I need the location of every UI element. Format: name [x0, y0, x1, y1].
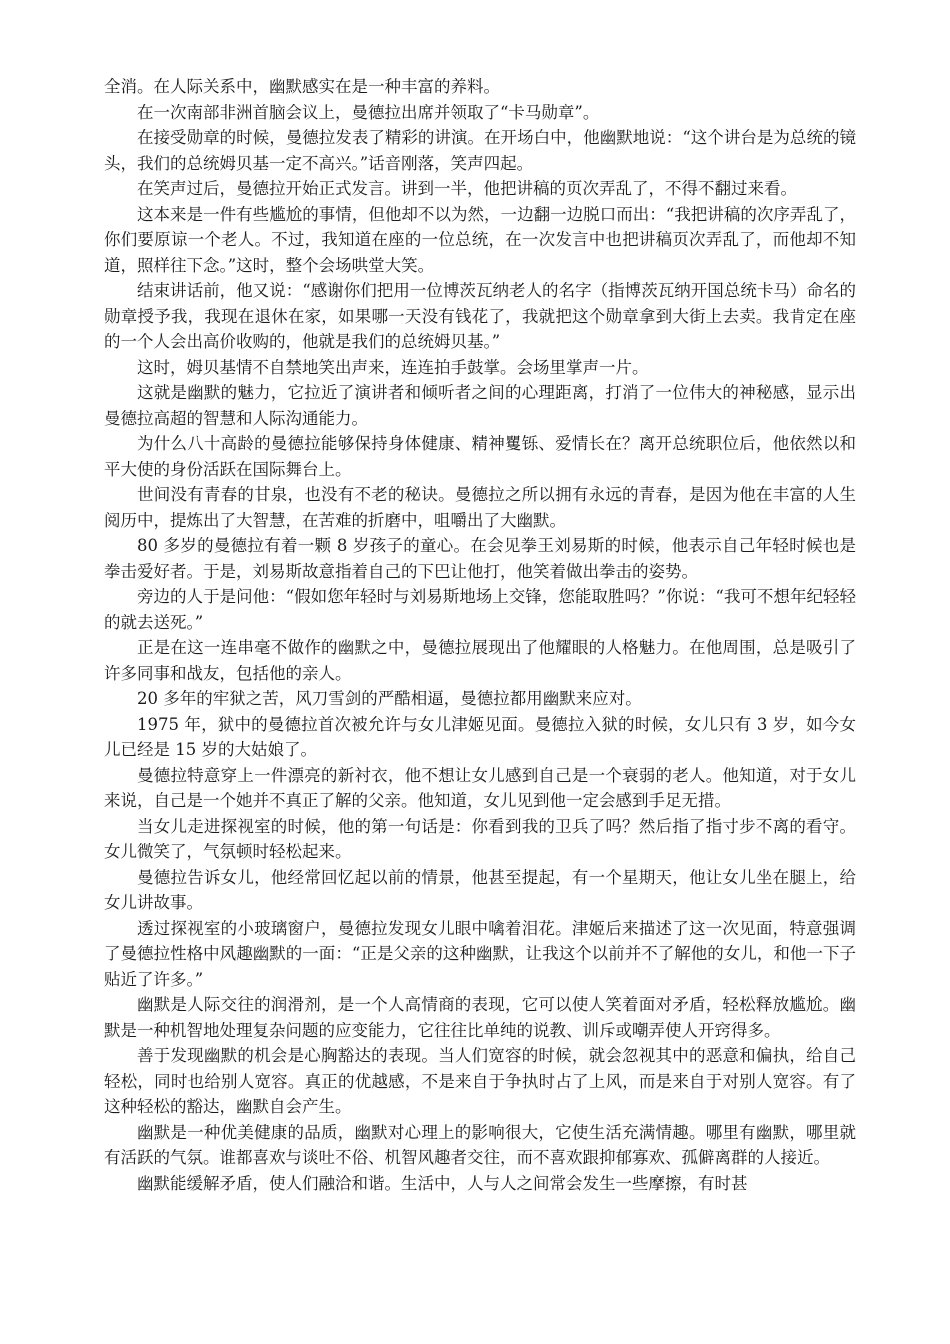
- paragraph: 幽默是一种优美健康的品质，幽默对心理上的影响很大，它使生活充满情趣。哪里有幽默，哪里就有活跃的气氛。谁都喜欢与谈吐不俗、机智风趣者交往，而不喜欢跟抑郁寡欢、孤僻离群的人接近。: [104, 1122, 856, 1167]
- paragraph: 结束讲话前，他又说：“感谢你们把用一位博茨瓦纳老人的名字（指博茨瓦纳开国总统卡马）命名的勋章授予我，我现在退休在家，如果哪一天没有钱花了，我就把这个勋章拿到大街上去卖。我肯定在座的一个人会出高价收购的，他就是我们的总统姆贝基。”: [104, 281, 856, 351]
- paragraph: 这就是幽默的魅力，它拉近了演讲者和倾听者之间的心理距离，打消了一位伟大的神秘感，显示出曼德拉高超的智慧和人际沟通能力。: [104, 383, 856, 428]
- paragraph: 幽默是人际交往的润滑剂，是一个人高情商的表现，它可以使人笑着面对矛盾，轻松释放尴尬。幽默是一种机智地处理复杂问题的应变能力，它往往比单纯的说教、训斥或嘲弄使人开窍得多。: [104, 995, 856, 1040]
- paragraph: 1975 年，狱中的曼德拉首次被允许与女儿津姬见面。曼德拉入狱的时候，女儿只有 3 岁，如今女儿已经是 15 岁的大姑娘了。: [104, 714, 856, 759]
- paragraph: 20 多年的牢狱之苦，风刀雪剑的严酷相逼，曼德拉都用幽默来应对。: [137, 689, 642, 708]
- paragraph: 善于发现幽默的机会是心胸豁达的表现。当人们宽容的时候，就会忽视其中的恶意和偏执，给自己轻松，同时也给别人宽容。真正的优越感，不是来自于争执时占了上风，而是来自于对别人宽容。有了这种轻松的豁达，幽默自会产生。: [104, 1046, 856, 1116]
- paragraph: 透过探视室的小玻璃窗户，曼德拉发现女儿眼中噙着泪花。津姬后来描述了这一次见面，特意强调了曼德拉性格中风趣幽默的一面：“正是父亲的这种幽默，让我这个以前并不了解他的女儿，和他一下子贴近了许多。”: [104, 918, 856, 989]
- paragraph: 在接受勋章的时候，曼德拉发表了精彩的讲演。在开场白中，他幽默地说：“这个讲台是为总统的镜头，我们的总统姆贝基一定不高兴。”话音刚落，笑声四起。: [104, 128, 856, 173]
- paragraph: 这时，姆贝基情不自禁地笑出声来，连连拍手鼓掌。会场里掌声一片。: [137, 357, 649, 377]
- paragraph: 在一次南部非洲首脑会议上，曼德拉出席并领取了“卡马勋章”。: [137, 102, 600, 122]
- paragraph: 在笑声过后，曼德拉开始正式发言。讲到一半，他把讲稿的页次弄乱了，不得不翻过来看。: [137, 179, 797, 198]
- paragraph: 80 多岁的曼德拉有着一颗 8 岁孩子的童心。在会见拳王刘易斯的时候，他表示自己年轻时候也是拳击爱好者。于是，刘易斯故意指着自己的下巴让他打，他笑着做出拳击的姿势。: [104, 536, 856, 581]
- paragraph: 世间没有青春的甘泉，也没有不老的秘诀。曼德拉之所以拥有永远的青春，是因为他在丰富的人生阅历中，提炼出了大智慧，在苦难的折磨中，咀嚼出了大幽默。: [104, 485, 856, 530]
- paragraph: 旁边的人于是问他：“假如您年轻时与刘易斯地场上交锋，您能取胜吗？”你说：“我可不想年纪轻轻的就去送死。”: [104, 587, 856, 632]
- document-page: [104, 74, 856, 1196]
- paragraph: 这本来是一件有些尴尬的事情，但他却不以为然，一边翻一边脱口而出：“我把讲稿的次序弄乱了，你们要原谅一个老人。不过，我知道在座的一位总统，在一次发言中也把讲稿页次弄乱了，而他却不知道，照样往下念。”这时，整个会场哄堂大笑。: [104, 204, 856, 275]
- paragraph: 为什么八十高龄的曼德拉能够保持身体健康、精神矍铄、爱情长在？离开总统职位后，他依然以和平大使的身份活跃在国际舞台上。: [104, 434, 856, 479]
- paragraph: 正是在这一连串毫不做作的幽默之中，曼德拉展现出了他耀眼的人格魅力。在他周围，总是吸引了许多同事和战友，包括他的亲人。: [104, 638, 856, 683]
- paragraph: 全消。在人际关系中，幽默感实在是一种丰富的养料。: [104, 77, 500, 96]
- paragraph: 幽默能缓解矛盾，使人们融洽和谐。生活中，人与人之间常会发生一些摩擦，有时甚: [137, 1173, 748, 1193]
- paragraph: 曼德拉特意穿上一件漂亮的新衬衣，他不想让女儿感到自己是一个衰弱的老人。他知道，对于女儿来说，自己是一个她并不真正了解的父亲。他知道，女儿见到他一定会感到手足无措。: [104, 765, 856, 810]
- paragraph: 当女儿走进探视室的时候，他的第一句话是：你看到我的卫兵了吗？然后指了指寸步不离的看守。女儿微笑了，气氛顿时轻松起来。: [104, 816, 856, 861]
- paragraph: 曼德拉告诉女儿，他经常回忆起以前的情景，他甚至提起，有一个星期天，他让女儿坐在腿上，给女儿讲故事。: [104, 867, 856, 912]
